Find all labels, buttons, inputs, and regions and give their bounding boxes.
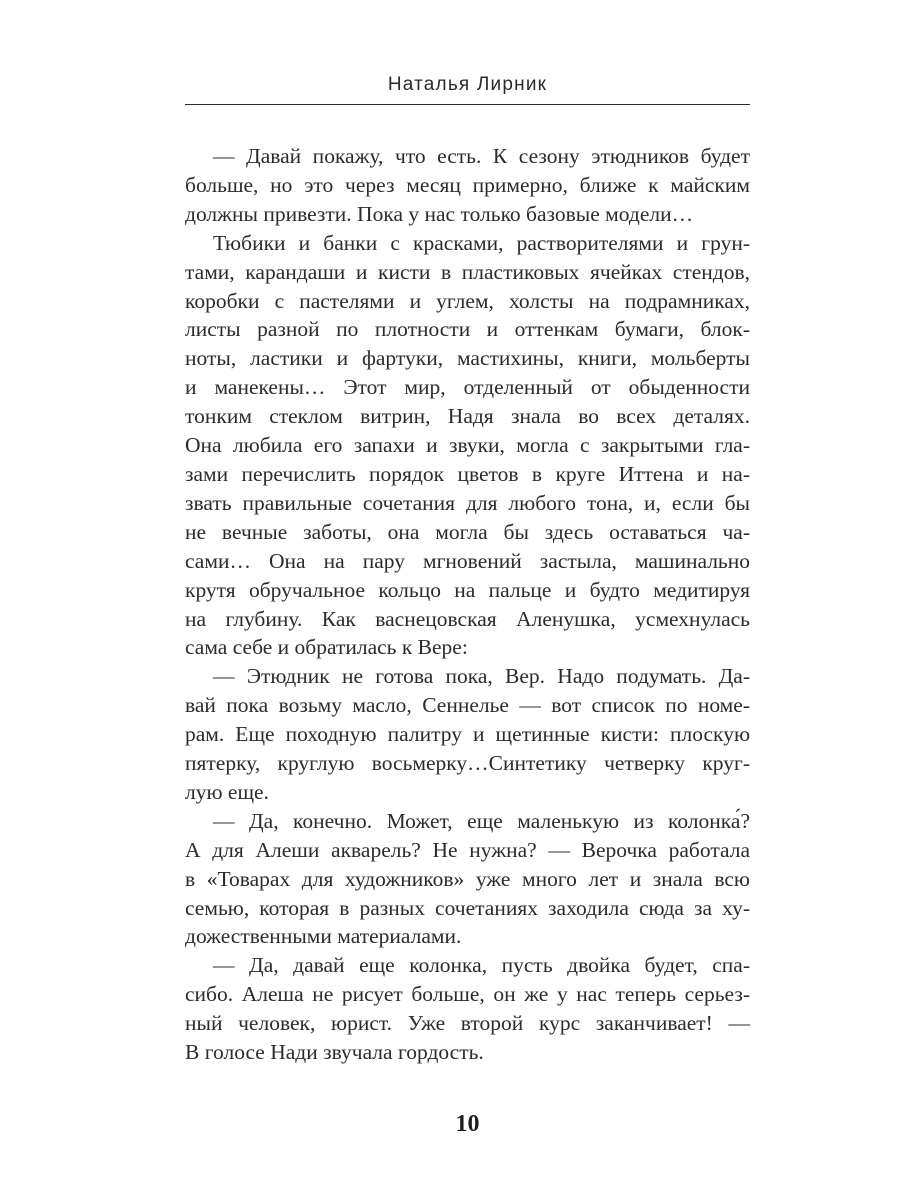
text-line: не вечные заботы, она могла бы здесь оставаться ча- [185,519,750,544]
text-line: больше, но это через месяц примерно, ближе к майским [185,172,750,197]
text-line: А для Алеши акварель? Не нужна? — Верочка работала [185,837,750,862]
text-line: — Да, конечно. Может, еще маленькую из колонка́? [213,808,750,833]
text-line: сибо. Алеша не рисует больше, он же у нас теперь серьез- [185,982,750,1007]
text-line: зами перечислить порядок цветов в круге Иттена и на- [185,461,750,486]
text-line: ный человек, юрист. Уже второй курс заканчивает! — [185,1011,750,1036]
page-number: 10 [455,1111,480,1137]
text-line: в «Товарах для художников» уже много лет и знала всю [185,866,750,891]
text-line: и манекены… Этот мир, отделенный от обыденности [185,375,750,400]
text-line: пятерку, круглую восьмерку…Синтетику четверку круг- [185,751,750,776]
text-line: рам. Еще походную палитру и щетинные кисти: плоскую [185,722,750,747]
text-line: листы разной по плотности и оттенкам бумаги, блок- [185,317,750,342]
paragraph [185,229,750,663]
text-line: дожественными материалами. [185,924,462,949]
text-line: сама себе и обратилась к Вере: [185,635,468,660]
paragraph [185,142,750,229]
paragraph [185,807,750,952]
text-line: на глубину. Как васнецовская Аленушка, усмехнулась [185,606,750,631]
text-line: звать правильные сочетания для любого тона, и, если бы [185,490,750,515]
text-line: вай пока возьму масло, Сеннелье — вот список по номе- [185,693,750,718]
text-line: Она любила его запахи и звуки, могла с закрытыми гла- [185,433,750,458]
running-head-author: Наталья Лирник [387,74,548,95]
text-line: Тюбики и банки с красками, растворителями и грун- [213,230,750,255]
text-line: тами, карандаши и кисти в пластиковых ячейках стендов, [185,259,750,284]
text-line: сами… Она на пару мгновений застыла, машинально [185,548,750,573]
text-line: ноты, ластики и фартуки, мастихины, книги, мольберты [185,346,750,371]
text-line: В голосе Нади звучала гордость. [185,1040,484,1065]
paragraph [185,662,750,807]
text-line: должны привезти. Пока у нас только базовые модели… [185,201,694,226]
text-line: — Этюдник не готова пока, Вер. Надо подумать. Да- [213,664,750,689]
paragraph [185,951,750,1067]
text-line: — Да, давай еще колонка, пусть двойка будет, спа- [213,953,750,978]
text-line: коробки с пастелями и углем, холсты на подрамниках, [185,288,750,313]
text-line: тонким стеклом витрин, Надя знала во всех деталях. [185,404,750,429]
text-line: семью, которая в разных сочетаниях заходила сюда за ху- [185,895,750,920]
text-line: крутя обручальное кольцо на пальце и будто медитируя [185,577,750,602]
text-line: — Давай покажу, что есть. К сезону этюдников будет [213,144,750,168]
body-text [185,142,750,1067]
header-rule [185,104,750,105]
text-line: лую еще. [185,779,269,804]
